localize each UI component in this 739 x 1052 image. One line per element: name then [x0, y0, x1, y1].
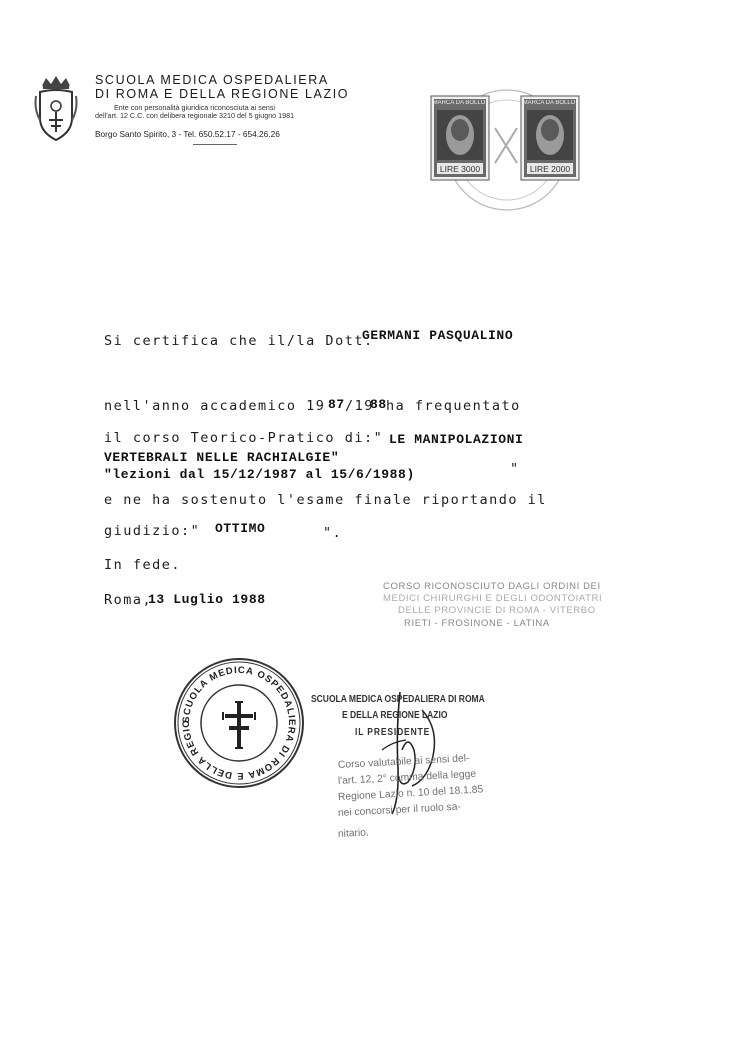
judgement-prefix: giudizio:" [104, 523, 201, 539]
stamp-left-label: MARCA DA BOLLO [432, 100, 486, 106]
recognition-stamp-line4: RIETI - FROSINONE - LATINA [404, 618, 550, 629]
president-stamp-line3: IL PRESIDENTE [355, 727, 431, 738]
judgement-suffix: ". [323, 525, 343, 541]
revenue-stamps [425, 88, 595, 218]
recognition-stamp-line1: CORSO RICONOSCIUTO DAGLI ORDINI DEI [383, 581, 601, 592]
academic-year-prefix: nell'anno accademico 19 [104, 398, 326, 414]
in-fede: In fede. [104, 557, 182, 573]
year-separator: /19 [345, 398, 374, 414]
validity-note-line2: l'art. 12, 2° comma della legge [337, 768, 477, 787]
validity-note-line1: Corso valutabile ai sensi del- [337, 753, 470, 771]
validity-note-line5: nitario. [337, 827, 370, 840]
school-address: Borgo Santo Spirito, 3 - Tel. 650.52.17 - 654.26.26 [95, 129, 280, 139]
school-name-line2: DI ROMA E DELLA REGIONE LAZIO [95, 87, 350, 101]
year-end: 88 [370, 397, 387, 412]
student-name: GERMANI PASQUALINO [362, 328, 514, 343]
school-name-line1: SCUOLA MEDICA OSPEDALIERA [95, 73, 329, 87]
issue-date: 13 Luglio 1988 [148, 592, 266, 607]
stamp-right-label: MARCA DA BOLLO [522, 100, 576, 106]
president-stamp-line2: E DELLA REGIONE LAZIO [342, 710, 448, 721]
course-name-line2: VERTEBRALI NELLE RACHIALGIE" [104, 450, 340, 465]
stamp-left-value: LIRE 3000 [439, 164, 481, 174]
place: Roma, [104, 592, 153, 608]
recognition-stamp-line2: MEDICI CHIRURGHI E DEGLI ODONTOIATRI [383, 593, 603, 604]
exam-line: e ne ha sostenuto l'esame finale riportando il [104, 492, 547, 508]
recognition-stamp-line3: DELLE PROVINCIE DI ROMA - VITERBO [398, 605, 596, 616]
certify-intro: Si certifica che il/la Dott. [104, 333, 374, 349]
year-suffix: ha frequentato [386, 398, 521, 414]
validity-note-line3: Regione Lazio n. 10 del 18.1.85 [337, 784, 484, 803]
course-prefix: il corso Teorico-Pratico di:" [104, 430, 384, 446]
legal-note-line1: Ente con personalità giuridica riconosciuta ai sensi [114, 103, 276, 112]
judgement-value: OTTIMO [215, 521, 266, 536]
crest-icon [34, 74, 78, 144]
closing-quote: " [510, 461, 520, 477]
validity-note-line4: nei concorsi per il ruolo sa- [337, 801, 462, 819]
header-divider [193, 144, 237, 145]
stamp-right-value: LIRE 2000 [529, 164, 571, 174]
course-dates: "lezioni dal 15/12/1987 al 15/6/1988) [104, 467, 415, 482]
seal-ring-text: SCUOLA MEDICA OSPEDALIERA DI ROMA E DELLA REGIO [180, 664, 298, 782]
president-stamp-line1: SCUOLA MEDICA OSPEDALIERA DI ROMA [311, 694, 485, 705]
legal-note-line2: dell'art. 12 C.C. con delibera regionale 3210 del 5 giugno 1981 [95, 111, 295, 120]
year-start: 87 [328, 397, 345, 412]
course-name-line1: LE MANIPOLAZIONI [389, 432, 524, 447]
cross-icon [219, 700, 259, 750]
